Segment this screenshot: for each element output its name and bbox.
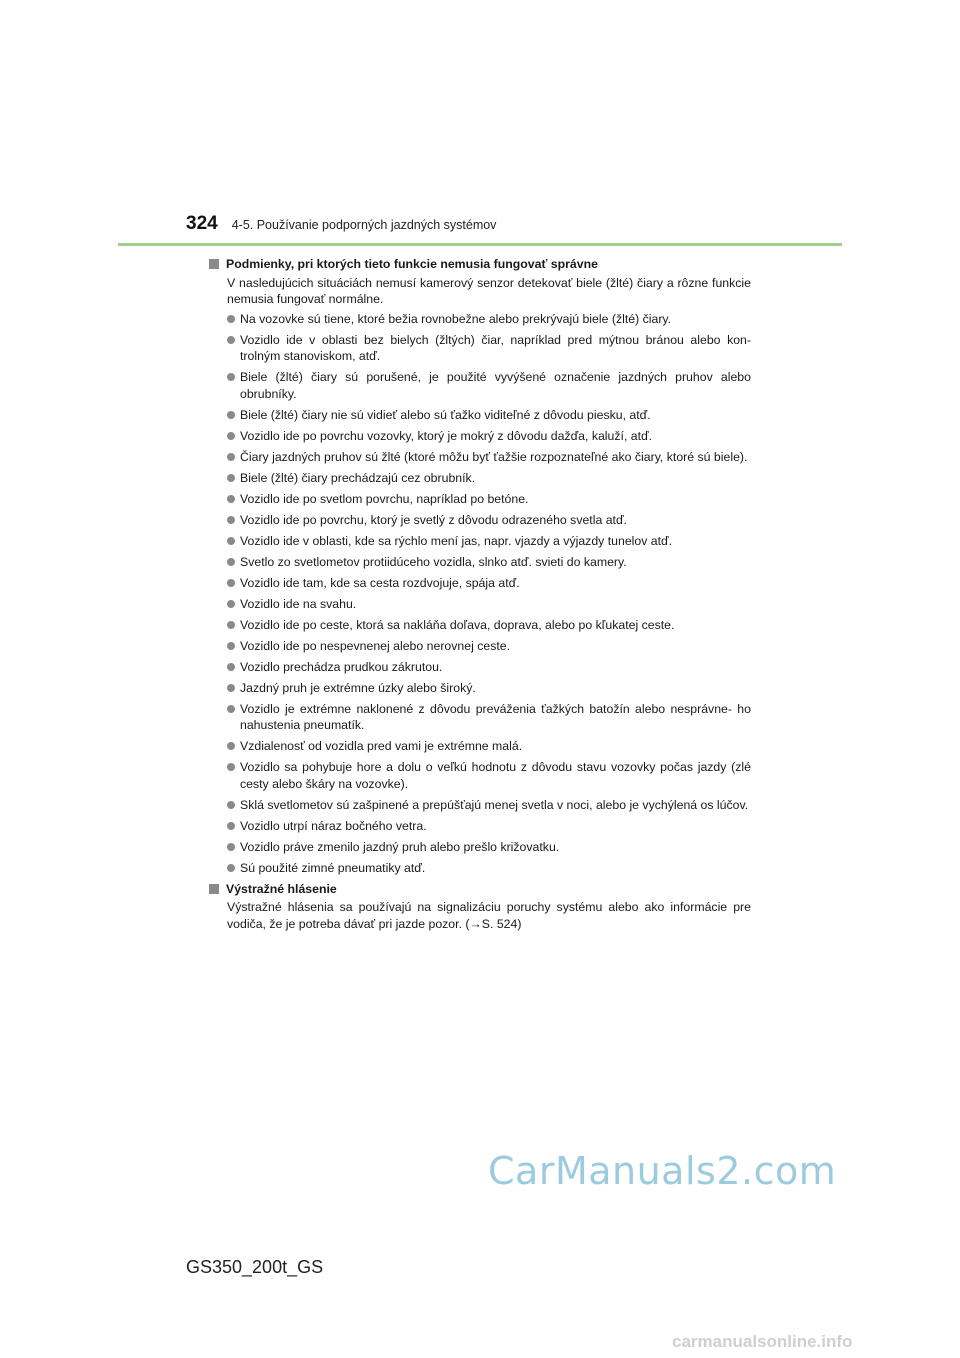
- bullet-dot-icon: [227, 763, 235, 771]
- heading-text: Podmienky, pri ktorých tieto funkcie nemusia fungovať správne: [226, 257, 598, 271]
- list-item: [227, 596, 751, 613]
- list-item-text: Vozidlo prechádza prudkou zákrutou.: [240, 659, 443, 674]
- list-item: [227, 369, 751, 402]
- section-heading-warning: [209, 881, 751, 898]
- list-item-text: Vozidlo ide po povrchu, ktorý je svetlý z dôvodu odrazeného svetla atď.: [240, 512, 627, 527]
- bullet-dot-icon: [227, 411, 235, 419]
- list-item: [227, 701, 751, 734]
- list-item-text: Vozidlo utrpí náraz bočného vetra.: [240, 818, 427, 833]
- list-item-text: Vozidlo ide v oblasti bez bielych (žltých) čiar, napríklad pred mýtnou bránou alebo kon- trolným stanoviskom, atď.: [240, 332, 751, 364]
- list-item-text: Čiary jazdných pruhov sú žlté (ktoré môžu byť ťažšie rozpoznateľné ako čiary, ktoré sú biele).: [240, 449, 748, 464]
- bullet-dot-icon: [227, 315, 235, 323]
- list-item-text: Biele (žlté) čiary prechádzajú cez obrubník.: [240, 470, 476, 485]
- list-item: [227, 638, 751, 655]
- list-item-text: Biele (žlté) čiary sú porušené, je použité vyvýšené označenie jazdných pruhov alebo obrubníky.: [240, 370, 751, 401]
- bullet-dot-icon: [227, 453, 235, 461]
- list-item: [227, 332, 751, 365]
- list-item: [227, 428, 751, 445]
- bullet-dot-icon: [227, 621, 235, 629]
- square-bullet-icon: [209, 884, 219, 894]
- bullet-dot-icon: [227, 742, 235, 750]
- section-heading-conditions: [209, 256, 751, 273]
- list-item-text: Vozidlo ide tam, kde sa cesta rozdvojuje, spája atď.: [240, 575, 520, 590]
- page-number: 324: [186, 213, 218, 234]
- list-item: [227, 797, 751, 814]
- footer-model-code: GS350_200t_GS: [186, 1257, 324, 1277]
- list-item-text: Vozidlo ide po ceste, ktorá sa nakláňa doľava, doprava, alebo po kľukatej ceste.: [240, 617, 675, 632]
- bullet-dot-icon: [227, 495, 235, 503]
- warning-paragraph: Výstražné hlásenia sa používajú na signalizáciu poruchy systému alebo ako informácie pre vodiča, že je potreba dávať pri jazde pozor. (→S. 524): [227, 900, 751, 931]
- bullet-dot-icon: [227, 822, 235, 830]
- bullet-dot-icon: [227, 579, 235, 587]
- list-item: [227, 680, 751, 697]
- list-item-text: Vozidlo ide po svetlom povrchu, napríklad po betóne.: [240, 491, 529, 506]
- page-header: [186, 213, 496, 235]
- list-item-text: Vozidlo ide po povrchu vozovky, ktorý je mokrý z dôvodu dažďa, kaluží, atď.: [240, 428, 653, 443]
- conditions-list: [227, 311, 751, 877]
- footer-site-link[interactable]: carmanualsonline.info: [672, 1332, 853, 1351]
- bullet-dot-icon: [227, 516, 235, 524]
- list-item: [227, 759, 751, 792]
- list-item-text: Vozidlo ide na svahu.: [240, 596, 357, 611]
- bullet-dot-icon: [227, 864, 235, 872]
- list-item-text: Vozidlo ide v oblasti, kde sa rýchlo mení jas, napr. vjazdy a výjazdy tunelov atď.: [240, 533, 673, 548]
- bullet-dot-icon: [227, 373, 235, 381]
- square-bullet-icon: [209, 259, 219, 269]
- list-item-text: Jazdný pruh je extrémne úzky alebo široký.: [240, 680, 476, 695]
- list-item: [227, 512, 751, 529]
- list-item: [227, 860, 751, 877]
- list-item: [227, 533, 751, 550]
- list-item: [227, 449, 751, 466]
- watermark-logo: CarManuals2.com: [488, 1149, 837, 1193]
- bullet-dot-icon: [227, 705, 235, 713]
- list-item-text: Biele (žlté) čiary nie sú vidieť alebo sú ťažko viditeľné z dôvodu piesku, atď.: [240, 407, 651, 422]
- bullet-dot-icon: [227, 801, 235, 809]
- list-item: [227, 575, 751, 592]
- list-item: [227, 818, 751, 835]
- list-item: [227, 470, 751, 487]
- list-item: [227, 407, 751, 424]
- list-item: [227, 738, 751, 755]
- list-item: [227, 839, 751, 856]
- list-item-text: Vozidlo ide po nespevnenej alebo nerovnej ceste.: [240, 638, 511, 653]
- list-item-text: Vozidlo je extrémne naklonené z dôvodu preváženia ťažkých batožín alebo nesprávne- ho nahustenia pneumatík.: [240, 701, 751, 733]
- bullet-dot-icon: [227, 336, 235, 344]
- list-item-text: Vozidlo sa pohybuje hore a dolu o veľkú hodnotu z dôvodu stavu vozovky počas jazdy (zlé cesty alebo škáry na vozovke).: [240, 760, 751, 791]
- section-title: 4-5. Používanie podporných jazdných systémov: [231, 218, 497, 232]
- list-item: [227, 659, 751, 676]
- bullet-dot-icon: [227, 843, 235, 851]
- bullet-dot-icon: [227, 642, 235, 650]
- bullet-dot-icon: [227, 432, 235, 440]
- list-item-text: Na vozovke sú tiene, ktoré bežia rovnobežne alebo prekrývajú biele (žlté) čiary.: [240, 311, 672, 326]
- list-item: [227, 491, 751, 508]
- list-item-text: Sklá svetlometov sú zašpinené a prepúšťajú menej svetla v noci, alebo je vychýlená os lúčov.: [240, 797, 749, 812]
- list-item-text: Vzdialenosť od vozidla pred vami je extrémne malá.: [240, 739, 523, 754]
- list-item: [227, 554, 751, 571]
- list-item-text: Sú použité zimné pneumatiky atď.: [240, 860, 426, 875]
- bullet-dot-icon: [227, 558, 235, 566]
- list-item: [227, 311, 751, 328]
- bullet-dot-icon: [227, 474, 235, 482]
- bullet-dot-icon: [227, 600, 235, 608]
- page-content: [209, 256, 751, 933]
- bullet-dot-icon: [227, 684, 235, 692]
- header-divider: [118, 243, 842, 246]
- bullet-dot-icon: [227, 537, 235, 545]
- intro-paragraph: V nasledujúcich situáciách nemusí kamerový senzor detekovať biele (žlté) čiary a rôzne funkcie nemusia fungovať normálne.: [227, 275, 751, 307]
- list-item-text: Vozidlo práve zmenilo jazdný pruh alebo prešlo križovatku.: [240, 839, 560, 854]
- bullet-dot-icon: [227, 663, 235, 671]
- list-item: [227, 617, 751, 634]
- heading-text: Výstražné hlásenie: [226, 881, 337, 896]
- list-item-text: Svetlo zo svetlometov protiidúceho vozidla, slnko atď. svieti do kamery.: [240, 554, 627, 569]
